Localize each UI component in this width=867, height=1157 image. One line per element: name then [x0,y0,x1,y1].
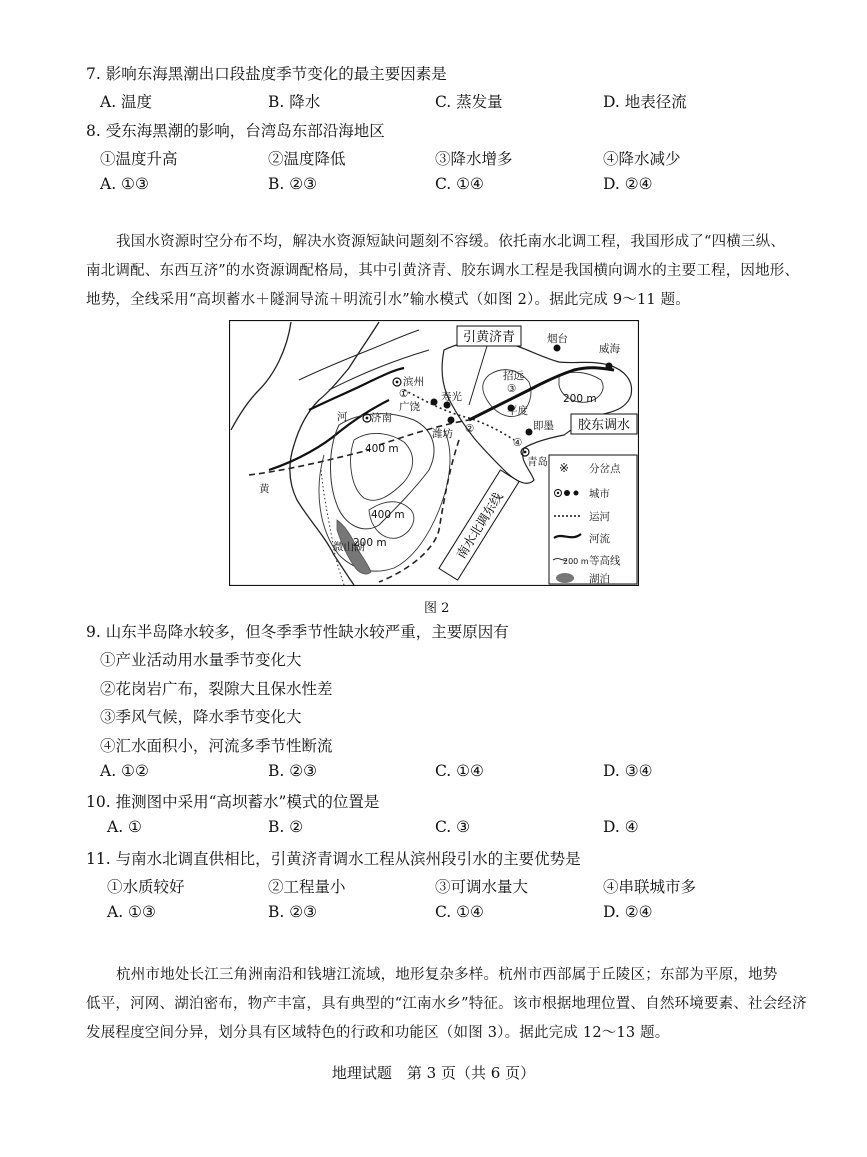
q7-option-c: C. 蒸发量 [435,93,503,111]
q10-option-d: D. ④ [603,818,639,836]
label-point-3: ③ [507,383,517,395]
passage1-line-2: 南北调配、东西互济”的水资源调配格局，其中引黄济青、胶东调水工程是我国横向调水的主要工程，因地形、 [86,263,800,279]
q11-item-2: ②工程量小 [268,878,346,896]
legend-lake: 湖泊 [589,573,610,585]
q7-option-a: A. 温度 [100,93,153,111]
q9-option-d: D. ③④ [603,762,653,780]
q7-stem: 7. 影响东海黑潮出口段盐度季节变化的最主要因素是 [86,65,447,83]
label-nsbd: 南水北调东线 [453,489,506,562]
label-guangrao: 广饶 [399,401,420,413]
legend-contour: 等高线 [589,555,621,567]
q9-item-4: ④汇水面积小，河流多季节性断流 [100,737,333,755]
q11-option-a: A. ①③ [107,903,156,921]
fork-point-icon: ※ [559,461,570,475]
q11-item-1: ①水质较好 [107,878,185,896]
label-elev-200-b: 200 m [563,393,597,405]
label-elev-400-a: 400 m [365,443,399,455]
q7-option-b: B. 降水 [268,93,321,111]
q10-option-a: A. ① [107,818,142,836]
legend-fork: 分岔点 [589,463,621,475]
q11-option-c: C. ①④ [435,903,484,921]
label-jddsl: 胶东调水 [577,418,631,433]
label-pingdu: 平度 [507,405,528,417]
passage2-line-2: 低平，河网、湖泊密布，物产丰富，具有典型的“江南水乡”特征。该市根据地理位置、自然环境要素、社会经济 [86,996,807,1012]
q8-option-d: D. ②④ [603,175,653,193]
q8-item-2: ②温度降低 [268,150,346,168]
legend-city: 城市 [589,488,610,500]
q8-option-a: A. ①③ [100,175,149,193]
page-footer: 地理试题 第 3 页（共 6 页） [331,1064,536,1082]
q11-option-b: B. ②③ [268,903,318,921]
q8-item-4: ④降水减少 [603,150,681,168]
label-he: 河 [337,411,348,423]
q9-item-1: ①产业活动用水量季节变化大 [100,651,302,669]
q9-option-b: B. ②③ [268,762,318,780]
city-weifang-icon [448,417,455,424]
legend-canal: 运河 [589,511,610,523]
q8-item-3: ③降水增多 [435,150,513,168]
q10-option-c: C. ③ [435,818,471,836]
passage1-line-1: 我国水资源时空分布不均，解决水资源短缺问题刻不容缓。依托南水北调工程，我国形成了“四横三纵、 [116,234,786,250]
q10-option-b: B. ② [268,818,304,836]
label-yantai: 烟台 [547,333,568,345]
city-weihai-icon [606,363,613,370]
label-weihai: 威海 [599,343,620,355]
label-shouguang: 寿光 [441,391,462,403]
figure-2-map [229,320,639,586]
label-huang: 黄 [259,483,270,495]
lake-icon [556,573,574,583]
label-yhjq: 引黄济青 [462,330,516,345]
label-qingdao: 青岛 [527,456,548,468]
passage1-line-3: 地势，全线采用“高坝蓄水＋隧洞导流＋明流引水”输水模式（如图 2）。据此完成 9～11 题。 [86,292,691,308]
q8-item-1: ①温度升高 [100,150,178,168]
q11-item-4: ④串联城市多 [603,878,697,896]
q8-stem: 8. 受东海黑潮的影响，台湾岛东部沿海地区 [86,122,385,140]
city-guangrao-icon [431,399,438,406]
q9-stem: 9. 山东半岛降水较多，但冬季季节性缺水较严重，主要原因有 [86,623,509,641]
q7-option-d: D. 地表径流 [603,93,687,111]
label-weishan: 微山湖 [333,541,365,553]
city-jimo-icon [526,429,533,436]
label-point-4: ④ [513,437,523,449]
passage-hangzhou [86,961,807,1048]
legend-contour-value: 200 m [563,557,589,566]
city-yantai-icon [554,345,561,352]
q9-option-c: C. ①④ [435,762,484,780]
q10-stem: 10. 推测图中采用“高坝蓄水”模式的位置是 [86,793,380,811]
label-point-2: ② [465,423,475,435]
legend-river: 河流 [589,533,610,545]
label-elev-400-b: 400 m [371,509,405,521]
q9-item-3: ③季风气候，降水季节变化大 [100,708,302,726]
map-legend [549,455,637,585]
passage2-line-3: 发展程度空间分异，划分具有区域特色的行政和功能区（如图 3）。据此完成 12～13 题。 [86,1025,670,1041]
label-point-1: ① [399,388,409,400]
passage-water-transfer [86,228,800,315]
q9-option-a: A. ①② [100,762,149,780]
label-binzhou: 滨州 [403,376,424,388]
q11-option-d: D. ②④ [603,903,653,921]
label-elev-200-a: 200 m [353,537,387,549]
q11-item-3: ③可调水量大 [435,878,529,896]
label-jinan: 济南 [371,412,392,424]
label-zhaoyuan: 招远 [503,370,524,382]
label-weifang: 潍坊 [432,428,453,440]
q11-stem: 11. 与南水北调直供相比，引黄济青调水工程从滨州段引水的主要优势是 [86,850,581,868]
q8-option-c: C. ①④ [435,175,484,193]
passage2-line-1: 杭州市地处长江三角洲南沿和钱塘江流域，地形复杂多样。杭州市西部属于丘陵区；东部为平原，地势 [116,967,778,983]
figure-caption: 图 2 [424,601,450,616]
q9-item-2: ②花岗岩广布，裂隙大且保水性差 [100,680,333,698]
label-jimo: 即墨 [533,420,554,432]
q8-option-b: B. ②③ [268,175,318,193]
